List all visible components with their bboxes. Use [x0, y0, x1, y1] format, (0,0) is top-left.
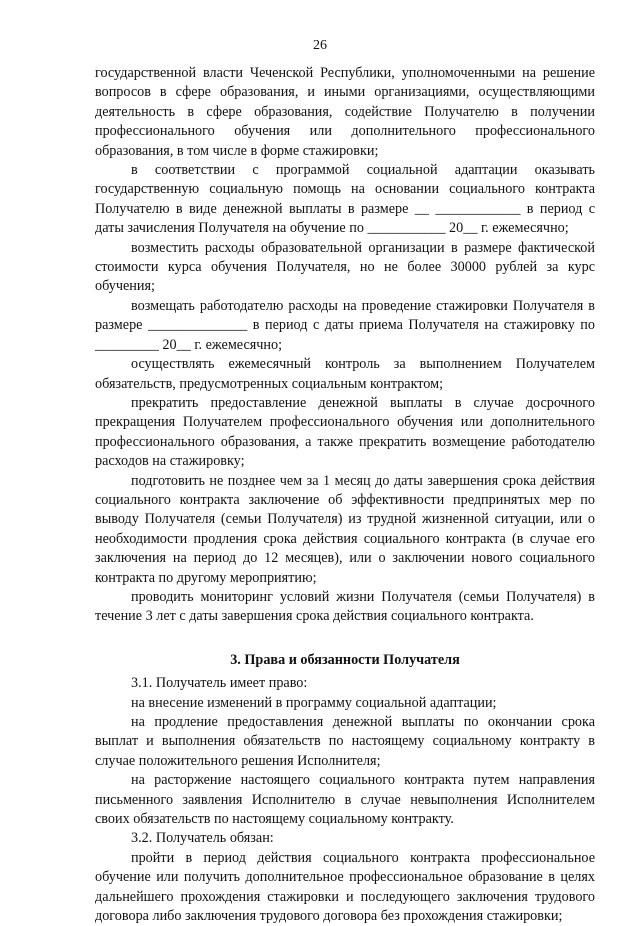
paragraph: возмещать работодателю расходы на проведение стажировки Получателя в размере ______________ в период с даты приема Получателя на стажировку по _________ 20__ г. ежемесячно;: [95, 297, 595, 353]
right-item: на продление предоставления денежной выплаты по окончании срока выплат и выполнения обязательств по настоящему социальному контракту в случае положительного решения Исполнителя;: [95, 714, 595, 769]
paragraph: возместить расходы образовательной организации в размере фактической стоимости курса обучения Получателя, но не более 30000 рублей за курс обучения;: [95, 239, 595, 295]
duty-item: пройти в период действия социального контракта профессиональное обучение или получить дополнительное профессиональное образование в целях дальнейшего прохождения стажировки и последующего заключения трудового договора либо заключения трудового договора без прохождения стажировки;: [95, 849, 595, 925]
paragraph: прекратить предоставление денежной выплаты в случае досрочного прекращения Получателем профессионального обучения или дополнительного профессионального образования, а также прекратить возмещение работодателю расходов на стажировку;: [95, 394, 595, 470]
subsection-title: 3.2. Получатель обязан:: [131, 830, 274, 847]
right-item: на внесение изменений в программу социальной адаптации;: [131, 694, 497, 711]
paragraph: в соответствии с программой социальной адаптации оказывать государственную социальную помощь на основании социального контракта Получателю в виде денежной выплаты в размере __ ____________ в период с даты зачисления Получателя на обучение по ___________ 20__ г. ежемесячно;: [95, 162, 595, 237]
paragraph: проводить мониторинг условий жизни Получателя (семьи Получателя) в течение 3 лет с даты завершения срока действия социального контракта.: [95, 588, 595, 625]
paragraph: осуществлять ежемесячный контроль за выполнением Получателем обязательств, предусмотренных социальным контрактом;: [95, 356, 595, 392]
paragraph: подготовить не позднее чем за 1 месяц до даты завершения срока действия социального контракта заключение об эффективности предпринятых мер по выводу Получателя (семьи Получателя) из трудной жизненной ситуации, или о необходимости продления срока действия социального контракта (в случае его заключения на период до 12 месяцев), или о заключении нового социального контракта по другому мероприятию;: [95, 472, 595, 586]
paragraph: государственной власти Чеченской Республики, уполномоченными на решение вопросов в сфере образования, и иными организациями, осуществляющими деятельность в сфере образования, содействие Получателю в получении профессионального обучения или дополнительного профессионального образования, в том числе в форме стажировки;: [95, 65, 595, 159]
document-body: [95, 64, 595, 926]
page-number: 26: [313, 38, 327, 53]
subsection-title: 3.1. Получатель имеет право:: [131, 675, 308, 692]
right-item: на расторжение настоящего социального контракта путем направления письменного заявления Исполнителю в случае невыполнения Исполнителем своих обязательств по настоящему социальному контракту.: [95, 772, 595, 828]
section-heading: 3. Права и обязанности Получателя: [230, 651, 460, 668]
